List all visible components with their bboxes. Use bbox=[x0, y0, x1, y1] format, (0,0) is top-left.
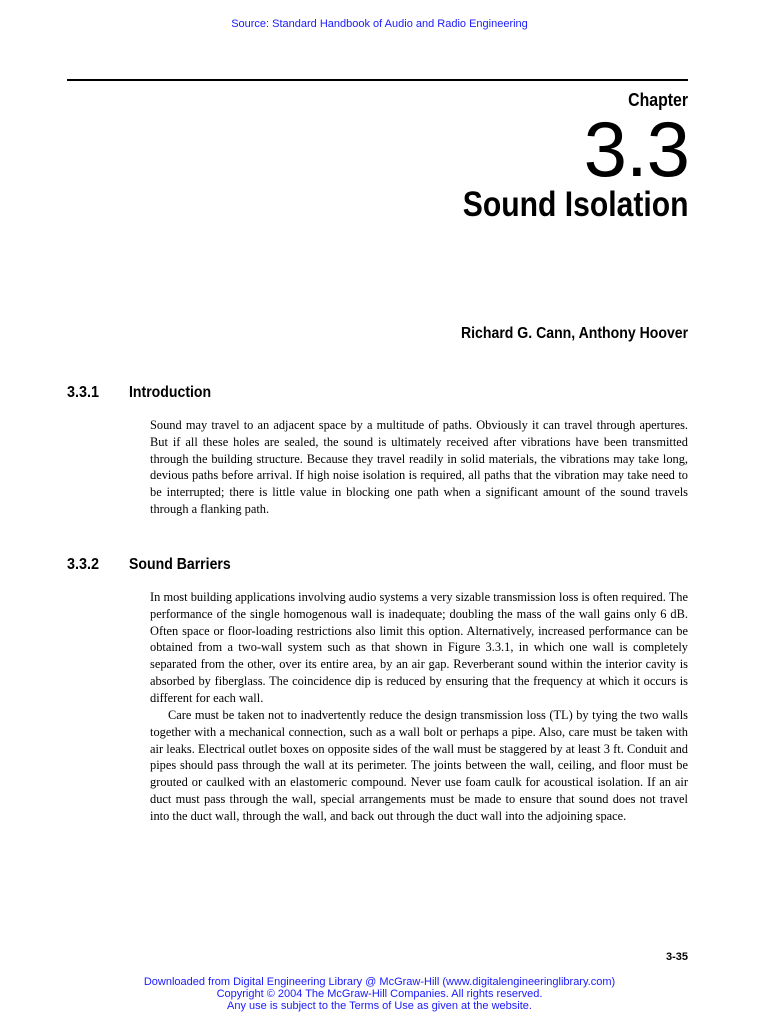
header-rule bbox=[67, 79, 688, 81]
section-paragraph: Care must be taken not to inadvertently reduce the design transmission loss (TL) by tying the two walls together with a mechanical connection, such as a wall bolt or perhaps a pipe. Also, care must be taken with air leaks. Electrical outlet boxes on opposite sides of the wall must be staggered by at least 3 ft. Conduit and pipes should pass through the wall at its perimeter. The joints between the wall, ceiling, and floor must be grouted or caulked with an elastomeric compound. Never use foam caulk for acoustical isolation. If an air duct must pass through the wall, special arrangements must be made to ensure that sound does not travel into the duct wall, through the wall, and back out through the duct wall into the adjoining space. bbox=[150, 708, 688, 823]
source-link[interactable]: Source: Standard Handbook of Audio and Radio Engineering bbox=[231, 18, 528, 30]
footer bbox=[0, 976, 759, 1012]
section-paragraph: Sound may travel to an adjacent space by a multitude of paths. Obviously it can travel through apertures. But if all these holes are sealed, the sound is ultimately received after vibrations have been transmitted through the building structure. Because they travel readily in solid materials, the vibrations may take long, devious paths before arrival. If high noise isolation is required, all paths that the vibration may take need to be interrupted; there is little value in blocking one path when a significant amount of the sound travels through a flanking path. bbox=[150, 418, 688, 516]
footer-copyright: Copyright © 2004 The McGraw-Hill Companies. All rights reserved. bbox=[216, 988, 543, 1000]
section-title: Sound Barriers bbox=[129, 556, 231, 573]
section-title: Introduction bbox=[129, 384, 212, 401]
footer-download-link[interactable]: Downloaded from Digital Engineering Library @ McGraw-Hill (www.digitalengineeringlibrary.com) bbox=[143, 976, 616, 988]
page-number: 3-35 bbox=[665, 951, 688, 963]
chapter-number: 3.3 bbox=[583, 105, 689, 193]
chapter-label: Chapter bbox=[628, 90, 688, 110]
section-paragraph: In most building applications involving audio systems a very sizable transmission loss is often required. The performance of the single homogenous wall is inadequate; doubling the mass of the wall gains only 6 dB. Often space or floor-loading restrictions also limit this option. Alternatively, increased performance can be obtained from a two-wall system such as that shown in Figure 3.3.1, in which one wall is completely separated from the other, over its entire area, by an air gap. Reverberant sound within the interior cavity is absorbed by fiberglass. The coincidence dip is reduced by ensuring that the frequency at which it occurs is different for each wall. bbox=[150, 590, 688, 705]
footer-terms-link[interactable]: Any use is subject to the Terms of Use as given at the website. bbox=[227, 1000, 532, 1012]
section-number: 3.3.2 bbox=[67, 556, 100, 573]
chapter-authors: Richard G. Cann, Anthony Hoover bbox=[460, 325, 688, 342]
chapter-title: Sound Isolation bbox=[462, 185, 688, 224]
section-number: 3.3.1 bbox=[67, 384, 100, 401]
